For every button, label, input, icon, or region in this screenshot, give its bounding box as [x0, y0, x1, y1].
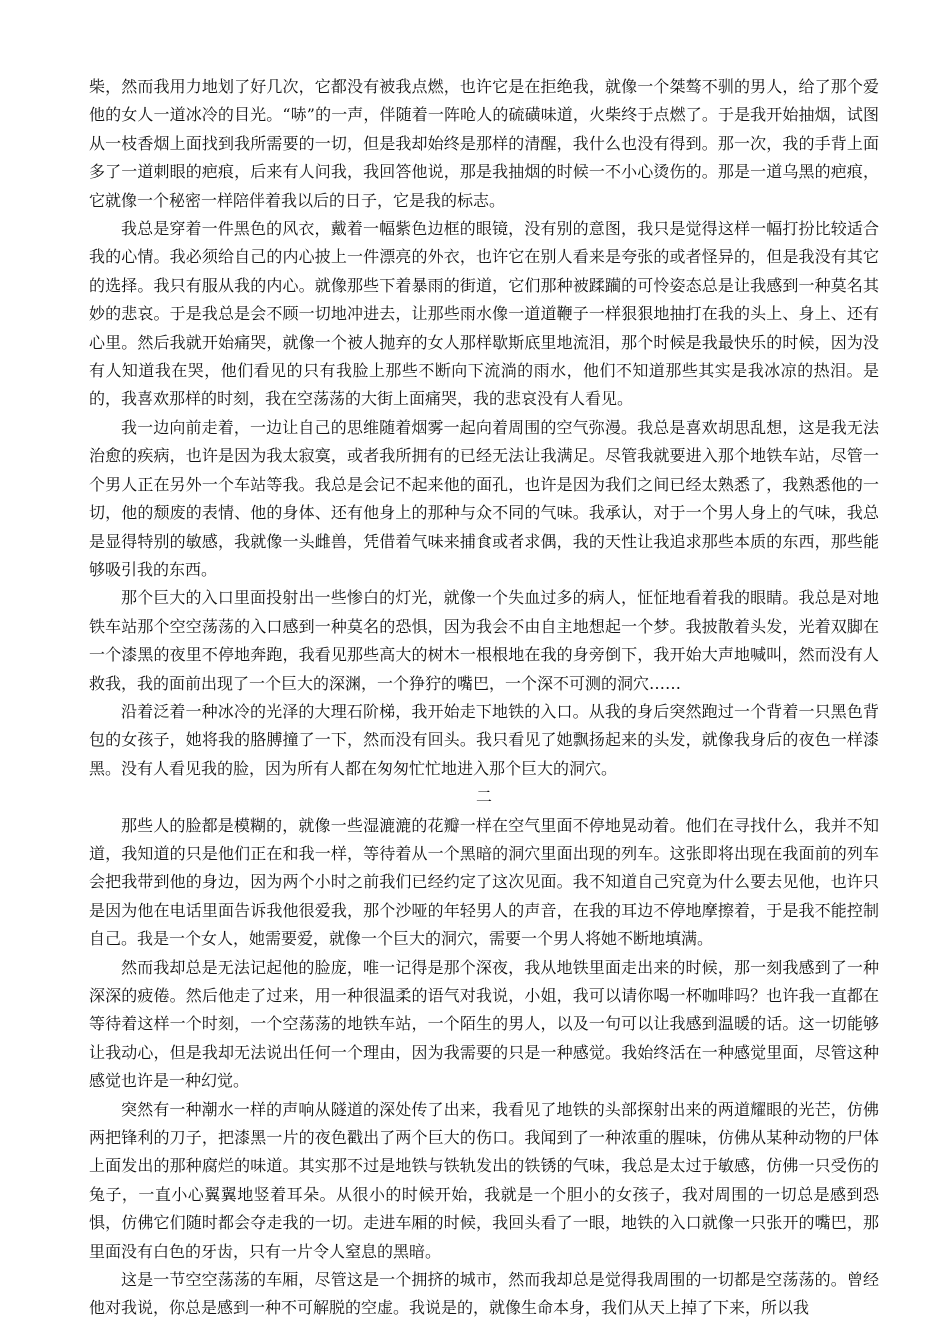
paragraph-8: 突然有一种潮水一样的声响从隧道的深处传了出来，我看见了地铁的头部探射出来的两道耀眼的光芒，仿佛两把锋利的刀子，把漆黑一片的夜色戳出了两个巨大的伤口。我闻到了一种浓重的腥味，仿佛从某种动物的尸体上面发出的那种腐烂的味道。其实那不过是地铁与铁轨发出的铁锈的气味，我总是太过于敏感，仿佛一只受伤的兔子，一直小心翼翼地竖着耳朵。从很小的时候开始，我就是一个胆小的女孩子，我对周围的一切总是感到恐惧，仿佛它们随时都会夺走我的一切。走进车厢的时候，我回头看了一眼，地铁的入口就像一只张开的嘴巴，那里面没有白色的牙齿，只有一片令人窒息的黑暗。	[89, 1099, 879, 1261]
paragraph-1: 柴，然而我用力地划了好几次，它都没有被我点燃，也许它是在拒绝我，就像一个桀骜不驯的男人，给了那个爱他的女人一道冰冷的目光。“哧”的一声，伴随着一阵呛人的硫磺味道，火柴终于点燃了。于是我开始抽烟，试图从一枝香烟上面找到我所需要的一切，但是我却始终是那样的清醒，我什么也没有得到。那一次，我的手背上面多了一道刺眼的疤痕，后来有人问我，我回答他说，那是我抽烟的时候一不小心烫伤的。那是一道乌黑的疤痕，它就像一个秘密一样陪伴着我以后的日子，它是我的标志。	[89, 77, 879, 210]
document-page	[89, 73, 879, 1323]
paragraph-7: 然而我却总是无法记起他的脸庞，唯一记得是那个深夜，我从地铁里面走出来的时候，那一刻我感到了一种深深的疲倦。然后他走了过来，用一种很温柔的语气对我说，小姐，我可以请你喝一杯咖啡吗？也许我一直都在等待着这样一个时刻，一个空荡荡的地铁车站，一个陌生的男人，以及一句可以让我感到温暖的话。这一切能够让我动心，但是我却无法说出任何一个理由，因为我需要的只是一种感觉。我始终活在一种感觉里面，尽管这种感觉也许是一种幻觉。	[89, 957, 879, 1091]
section-heading: 二	[475, 787, 492, 807]
paragraph-4: 那个巨大的入口里面投射出一些惨白的灯光，就像一个失血过多的病人，怔怔地看着我的眼睛。我总是对地铁车站那个空空荡荡的入口感到一种莫名的恐惧，因为我会不由自主地想起一个梦。我披散着头发，光着双脚在一个漆黑的夜里不停地奔跑，我看见那些高大的树木一根根地在我的身旁倒下，我开始大声地喊叫，然而没有人救我，我的面前出现了一个巨大的深渊，一个狰狞的嘴巴，一个深不可测的洞穴……	[89, 588, 879, 693]
paragraph-9: 这是一节空空荡荡的车厢，尽管这是一个拥挤的城市，然而我却总是觉得我周围的一切都是空荡荡的。曾经他对我说，你总是感到一种不可解脱的空虚。我说是的，就像生命本身，我们从天上掉了下来，所以我	[89, 1270, 879, 1318]
paragraph-6: 那些人的脸都是模糊的，就像一些湿漉漉的花瓣一样在空气里面不停地晃动着。他们在寻找什么，我并不知道，我知道的只是他们正在和我一样，等待着从一个黑暗的洞穴里面出现的列车。这张即将出现在我面前的列车会把我带到他的身边，因为两个小时之前我们已经约定了这次见面。我不知道自己究竟为什么要去见他，也许只是因为他在电话里面告诉我他很爱我，那个沙哑的年轻男人的声音，在我的耳边不停地摩擦着，于是我不能控制自己。我是一个女人，她需要爱，就像一个巨大的洞穴，需要一个男人将她不断地填满。	[89, 815, 879, 949]
paragraph-5: 沿着泛着一种冰冷的光泽的大理石阶梯，我开始走下地铁的入口。从我的身后突然跑过一个背着一只黑色背包的女孩子，她将我的胳膊撞了一下，然而没有回头。我只看见了她飘扬起来的头发，就像我身后的夜色一样漆黑。没有人看见我的脸，因为所有人都在匆匆忙忙地进入那个巨大的洞穴。	[89, 701, 879, 778]
paragraph-3: 我一边向前走着，一边让自己的思维随着烟雾一起向着周围的空气弥漫。我总是喜欢胡思乱想，这是我无法治愈的疾病，也许是因为我太寂寞，或者我所拥有的已经无法让我满足。尽管我就要进入那个地铁车站，尽管一个男人正在另外一个车站等我。我总是会记不起来他的面孔，也许是因为我们之间已经太熟悉了，我熟悉他的一切，他的颓废的表情、他的身体、还有他身上的那种与众不同的气味。我承认，对于一个男人身上的气味，我总是显得特别的敏感，我就像一头雌兽，凭借着气味来捕食或者求偶，我的天性让我追求那些本质的东西，那些能够吸引我的东西。	[89, 417, 879, 579]
paragraph-2: 我总是穿着一件黑色的风衣，戴着一幅紫色边框的眼镜，没有别的意图，我只是觉得这样一幅打扮比较适合我的心情。我必须给自己的内心披上一件漂亮的外衣，也许它在别人看来是夸张的或者怪异的，但是我没有其它的选择。我只有服从我的内心。就像那些下着暴雨的街道，它们那种被蹂躏的可怜姿态总是让我感到一种莫名其妙的悲哀。于是我总是会不顾一切地冲进去，让那些雨水像一道道鞭子一样狠狠地抽打在我的头上、身上、还有心里。然后我就开始痛哭，就像一个被人抛弃的女人那样歇斯底里地流泪，那个时候是我最快乐的时候，因为没有人知道我在哭，他们看见的只有我脸上那些不断向下流淌的雨水，他们不知道那些其实是我冰凉的热泪。是的，我喜欢那样的时刻，我在空荡荡的大街上面痛哭，我的悲哀没有人看见。	[89, 219, 879, 409]
